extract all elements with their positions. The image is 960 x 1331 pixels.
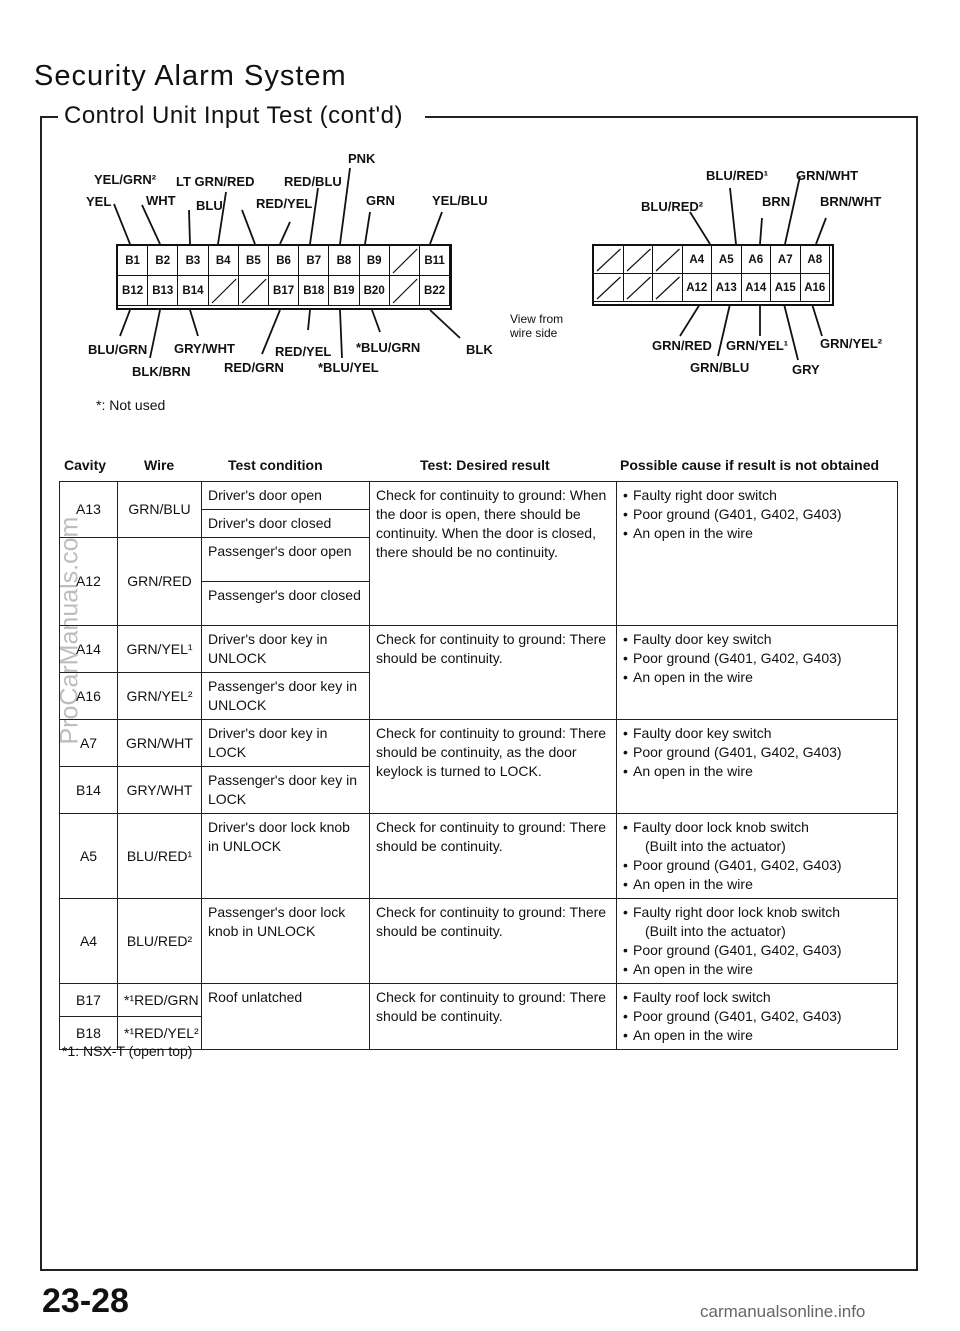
cavity-a5: A5 (712, 246, 742, 274)
unused-slash (653, 274, 682, 302)
cavity-unused (390, 246, 420, 276)
wire-label: BLK (466, 342, 493, 357)
cavity-b7: B7 (299, 246, 329, 276)
wire-cell: BLU/RED² (118, 899, 202, 984)
wire-cell: GRY/WHT (118, 767, 202, 814)
cause-cell (617, 482, 898, 626)
cavity-a12: A12 (683, 274, 713, 302)
wire-cell: BLU/RED¹ (118, 814, 202, 899)
unused-slash (653, 246, 682, 274)
header-test-condition: Test condition (228, 457, 323, 473)
wire-label: GRN/WHT (796, 168, 859, 183)
view-from-text: View from (510, 312, 564, 326)
condition-cell: Roof unlatched (202, 984, 370, 1050)
cavity-cell: B14 (60, 767, 118, 814)
connector-leader-lines (0, 0, 960, 420)
wire-label: GRN/YEL² (820, 336, 883, 351)
wire-label: YEL/GRN² (94, 172, 157, 187)
cavity-cell: A4 (60, 899, 118, 984)
unused-slash (594, 246, 623, 274)
wire-cell: GRN/RED (118, 538, 202, 626)
cavity-unused (594, 246, 624, 274)
cavity-b3: B3 (178, 246, 208, 276)
wire-label: BLK/BRN (132, 364, 191, 379)
cavity-cell: A14 (60, 626, 118, 673)
unused-slash (209, 276, 238, 306)
cause-item: • An open in the wire (623, 875, 891, 894)
cause-item: • Faulty door key switch (623, 630, 891, 649)
cause-cell (617, 626, 898, 720)
condition-cell: Passenger's door key in UNLOCK (202, 673, 370, 720)
unused-slash (624, 274, 653, 302)
wire-label: BLU/RED¹ (706, 168, 769, 183)
cavity-a13: A13 (712, 274, 742, 302)
wire-label: RED/BLU (284, 174, 342, 189)
table-row (60, 482, 898, 510)
header-desired-result: Test: Desired result (420, 457, 550, 473)
cause-subitem: (Built into the actuator) (645, 923, 786, 939)
cavity-b12: B12 (118, 276, 148, 306)
wire-label: GRN/YEL¹ (726, 338, 789, 353)
unused-slash (594, 274, 623, 302)
view-from-note (510, 312, 563, 340)
wire-cell: GRN/YEL² (118, 673, 202, 720)
cavity-cell: A13 (60, 482, 118, 538)
footnote: *1: NSX-T (open top) (62, 1043, 193, 1059)
footer-link[interactable]: carmanualsonline.info (700, 1302, 866, 1321)
result-cell: Check for continuity to ground: There should be continuity. (370, 626, 617, 720)
wire-label: GRY (792, 362, 820, 377)
cause-item: • Poor ground (G401, G402, G403) (623, 1007, 891, 1026)
wire-cell: GRN/WHT (118, 720, 202, 767)
left-connector (116, 244, 452, 310)
wire-label: GRN/BLU (690, 360, 750, 375)
cavity-cell: B18 (60, 1017, 118, 1050)
result-cell: Check for continuity to ground: There should be continuity, as the door keylock is turned to LOCK. (370, 720, 617, 814)
cavity-b8: B8 (329, 246, 359, 276)
table-row (60, 899, 898, 984)
cavity-a6: A6 (742, 246, 772, 274)
table-row (60, 814, 898, 899)
condition-cell: Driver's door key in UNLOCK (202, 626, 370, 673)
cause-cell (617, 899, 898, 984)
wire-label: GRN (366, 193, 395, 208)
watermark: ProCarManuals.com (55, 516, 84, 745)
cause-item: • Faulty right door switch (623, 486, 891, 505)
cavity-b17: B17 (269, 276, 299, 306)
condition-cell: Driver's door closed (202, 510, 370, 538)
condition-cell: Driver's door lock knob in UNLOCK (202, 814, 370, 899)
cause-subitem: (Built into the actuator) (645, 838, 786, 854)
wire-label: RED/YEL (256, 196, 313, 211)
wire-cell: *¹RED/YEL² (118, 1017, 202, 1050)
condition-cell: Driver's door key in LOCK (202, 720, 370, 767)
cavity-b20: B20 (360, 276, 390, 306)
result-cell: Check for continuity to ground: There should be continuity. (370, 814, 617, 899)
cavity-a15: A15 (771, 274, 801, 302)
header-cavity: Cavity (64, 457, 107, 473)
cause-item: • Faulty door lock knob switch (623, 818, 891, 837)
header-wire: Wire (144, 457, 175, 473)
cavity-a16: A16 (801, 274, 831, 302)
wire-label: GRN/RED (652, 338, 712, 353)
wire-label: RED/YEL (275, 344, 332, 359)
cavity-b22: B22 (420, 276, 450, 306)
cavity-b9: B9 (360, 246, 390, 276)
cause-item: • Poor ground (G401, G402, G403) (623, 856, 891, 875)
cause-cell (617, 984, 898, 1050)
page-number: 23-28 (42, 1282, 129, 1320)
wire-label: *BLU/GRN (356, 340, 421, 355)
cause-item: • Faulty door key switch (623, 724, 891, 743)
condition-cell: Driver's door open (202, 482, 370, 510)
cavity-unused (209, 276, 239, 306)
cavity-b5: B5 (239, 246, 269, 276)
wire-label: BLU (196, 198, 223, 213)
condition-cell: Passenger's door closed (202, 582, 370, 626)
cavity-b13: B13 (148, 276, 178, 306)
result-cell: Check for continuity to ground: When the door is open, there should be continuity. When the door is closed, there should be no continuity. (370, 482, 617, 626)
cavity-unused (594, 274, 624, 302)
cavity-a4: A4 (683, 246, 713, 274)
wire-label: BLU/RED² (641, 199, 704, 214)
cavity-b6: B6 (269, 246, 299, 276)
wire-label: YEL/BLU (432, 193, 488, 208)
cavity-cell: B17 (60, 984, 118, 1017)
wire-label: *BLU/YEL (318, 360, 379, 375)
input-test-table (59, 481, 898, 1050)
cause-item: • An open in the wire (623, 668, 891, 687)
cavity-unused (390, 276, 420, 306)
cavity-a14: A14 (742, 274, 772, 302)
wire-label: BLU/GRN (88, 342, 148, 357)
cavity-b18: B18 (299, 276, 329, 306)
wire-label: BRN/WHT (820, 194, 882, 209)
condition-cell: Passenger's door lock knob in UNLOCK (202, 899, 370, 984)
cause-item: • Faulty roof lock switch (623, 988, 891, 1007)
page-title: Security Alarm System (34, 60, 347, 92)
cavity-cell: A5 (60, 814, 118, 899)
right-connector (592, 244, 834, 306)
wire-cell: GRN/BLU (118, 482, 202, 538)
cause-item: • An open in the wire (623, 524, 891, 543)
cause-item: • An open in the wire (623, 762, 891, 781)
cavity-a7: A7 (771, 246, 801, 274)
cavity-b4: B4 (209, 246, 239, 276)
wire-label: GRY/WHT (174, 341, 235, 356)
table-row (60, 984, 898, 1017)
cavity-b1: B1 (118, 246, 148, 276)
cause-item: • An open in the wire (623, 1026, 891, 1045)
not-used-note: *: Not used (96, 397, 166, 413)
wire-label: LT GRN/RED (176, 174, 255, 189)
cavity-unused (653, 246, 683, 274)
cause-item: • Poor ground (G401, G402, G403) (623, 649, 891, 668)
cause-cell (617, 814, 898, 899)
condition-cell: Passenger's door key in LOCK (202, 767, 370, 814)
cavity-a8: A8 (801, 246, 831, 274)
unused-slash (624, 246, 653, 274)
wire-label: BRN (762, 194, 791, 209)
cavity-cell: A7 (60, 720, 118, 767)
cavity-cell: A16 (60, 673, 118, 720)
cause-cell (617, 720, 898, 814)
header-possible-cause: Possible cause if result is not obtained (620, 457, 880, 473)
cavity-unused (624, 274, 654, 302)
wire-side-text: wire side (510, 326, 558, 340)
cavity-b14: B14 (178, 276, 208, 306)
cause-item: • Poor ground (G401, G402, G403) (623, 941, 891, 960)
wire-cell: GRN/YEL¹ (118, 626, 202, 673)
table-row (60, 626, 898, 673)
wire-cell: *¹RED/GRN (118, 984, 202, 1017)
cause-item: • Poor ground (G401, G402, G403) (623, 743, 891, 762)
section-subtitle: Control Unit Input Test (cont'd) (64, 102, 403, 129)
cavity-cell: A12 (60, 538, 118, 626)
cavity-b2: B2 (148, 246, 178, 276)
frame-bottom (40, 1269, 918, 1271)
wire-label: PNK (348, 151, 376, 166)
cavity-b11: B11 (420, 246, 450, 276)
cause-item: • An open in the wire (623, 960, 891, 979)
unused-slash (390, 276, 419, 306)
cavity-unused (239, 276, 269, 306)
condition-cell: Passenger's door open (202, 538, 370, 582)
result-cell: Check for continuity to ground: There should be continuity. (370, 984, 617, 1050)
wire-label: RED/GRN (224, 360, 284, 375)
unused-slash (390, 246, 419, 276)
table-row (60, 720, 898, 767)
result-cell: Check for continuity to ground: There should be continuity. (370, 899, 617, 984)
cavity-unused (653, 274, 683, 302)
wire-label: WHT (146, 193, 176, 208)
wire-label: YEL (86, 194, 112, 209)
cause-item: • Faulty right door lock knob switch (623, 903, 891, 922)
unused-slash (239, 276, 268, 306)
cause-item: • Poor ground (G401, G402, G403) (623, 505, 891, 524)
cavity-unused (624, 246, 654, 274)
cavity-b19: B19 (329, 276, 359, 306)
